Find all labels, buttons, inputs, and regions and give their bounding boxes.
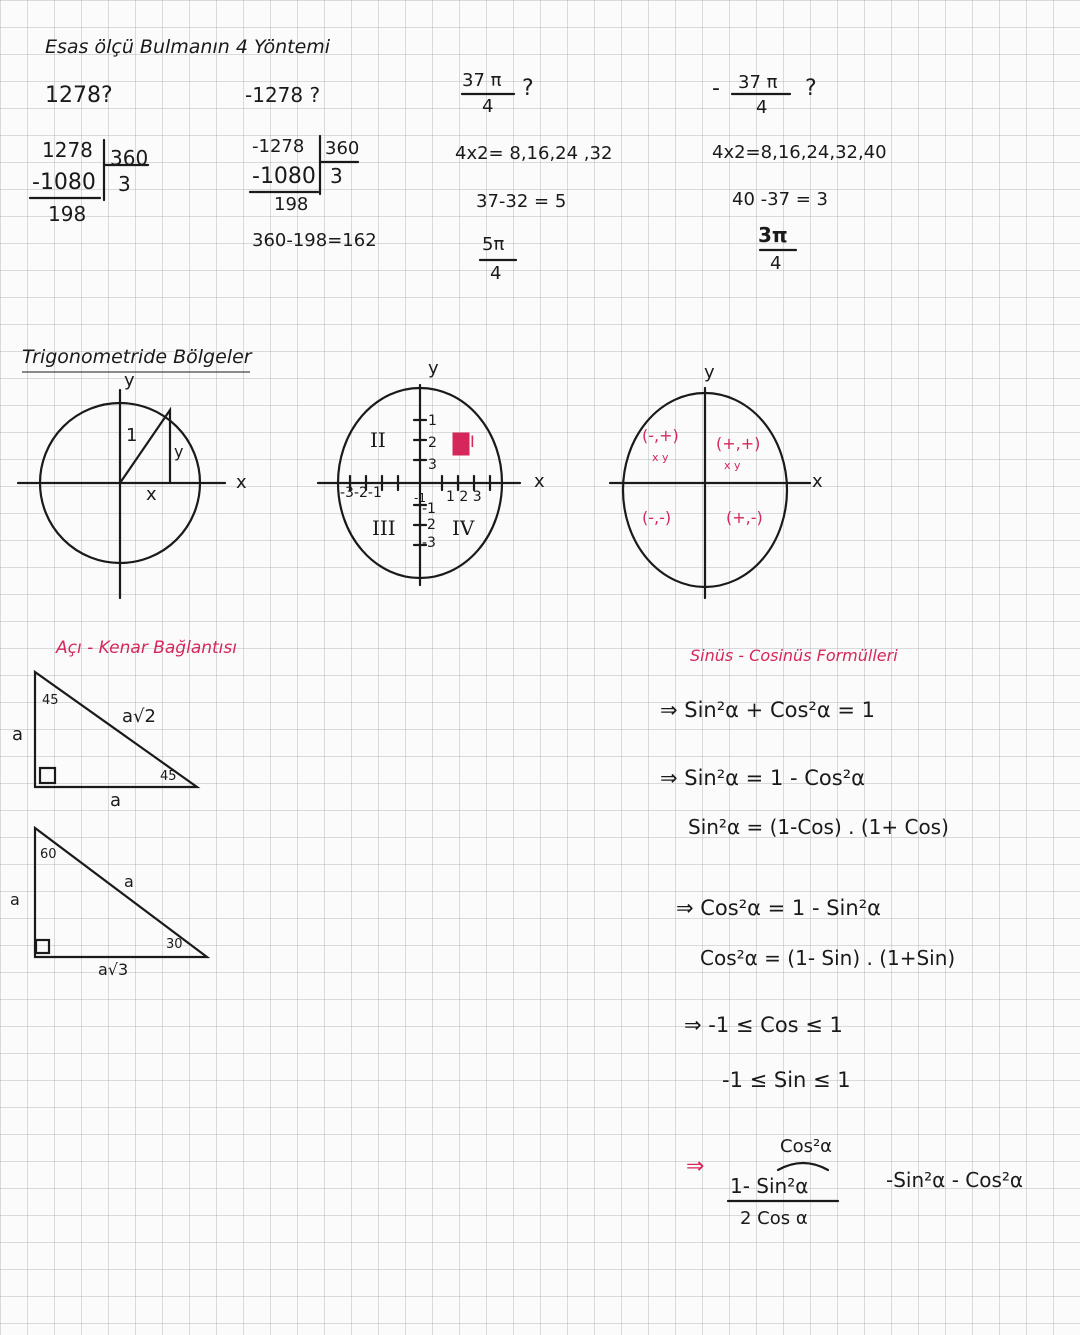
- radius-triangle-1: [120, 410, 170, 483]
- example1-quotient: 3: [118, 172, 131, 196]
- formula-8-arrow: ⇒: [686, 1154, 705, 1179]
- circle2-xticks-pos: 1 2 3: [446, 489, 482, 505]
- triangle1-hypotenuse: a√2: [122, 706, 156, 727]
- circle2-ytick-3: 3: [428, 457, 437, 473]
- circle2-xticks-neg: -3-2-1: [340, 485, 382, 501]
- circle1-hyp-label: 1: [126, 425, 138, 446]
- triangle2-bottom-side: a√3: [98, 960, 129, 979]
- formula-6: ⇒ -1 ≤ Cos ≤ 1: [684, 1013, 843, 1037]
- circle1-side-y: y: [174, 442, 184, 461]
- example4-q: ?: [805, 76, 817, 101]
- formula-8-top: Cos²α: [780, 1136, 833, 1157]
- example2-sub: -1080: [252, 164, 316, 189]
- circle1-x-label: x: [236, 472, 247, 493]
- circle3-quadrant-3: (-,-): [642, 508, 672, 527]
- example2-remainder: 198: [274, 194, 309, 215]
- example2-calc: 360-198=162: [252, 230, 377, 251]
- circle2-quadrant-4: IV: [452, 516, 475, 540]
- triangle1-angle-top: 45: [42, 693, 59, 708]
- formula-8-numerator: 1- Sin²α: [730, 1174, 809, 1198]
- circle2-ytick-m3: -3: [422, 535, 436, 551]
- example4-answer-numerator: 3π: [758, 223, 788, 247]
- example2-divisor: 360: [325, 138, 360, 159]
- triangle1-angle-right: 45: [160, 769, 177, 784]
- right-angle-2: [36, 940, 49, 953]
- circle1-side-x: x: [146, 484, 157, 505]
- circle3-x-label: x: [812, 471, 823, 492]
- formula-3: Sin²α = (1-Cos) . (1+ Cos): [688, 815, 949, 839]
- circle3-quadrant-2-sub: x y: [652, 451, 669, 464]
- example3-answer-denominator: 4: [490, 263, 502, 284]
- circle2-ytick-m2: -2: [422, 517, 436, 533]
- example3-line1: 4x2= 8,16,24 ,32: [455, 143, 613, 164]
- example1-question: 1278?: [45, 83, 113, 108]
- circle1-y-label: y: [124, 370, 135, 391]
- example3-numerator: 37 π: [462, 70, 502, 91]
- example4-answer-denominator: 4: [770, 253, 782, 274]
- formula-brace: [778, 1163, 828, 1170]
- circle2-quadrant-2: II: [370, 428, 386, 452]
- example3-denominator: 4: [482, 96, 494, 117]
- formula-7: -1 ≤ Sin ≤ 1: [722, 1068, 851, 1092]
- circle3-quadrant-1-sub: x y: [724, 459, 741, 472]
- section-title-bolgeler: Trigonometride Bölgeler: [22, 346, 252, 368]
- formula-8-side: -Sin²α - Cos²α: [886, 1168, 1024, 1192]
- circle3-quadrant-2: (-,+): [642, 426, 679, 445]
- formula-4: ⇒ Cos²α = 1 - Sin²α: [676, 896, 881, 920]
- circle2-ytick-m1: -1: [422, 501, 436, 517]
- example2-dividend: -1278: [252, 136, 305, 157]
- section-title-formuller: Sinüs - Cosinüs Formülleri: [690, 646, 898, 665]
- circle3-quadrant-1: (+,+): [716, 434, 761, 453]
- section-title-aci-kenar: Açı - Kenar Bağlantısı: [56, 638, 237, 658]
- circle2-quadrant-1: I: [470, 432, 475, 451]
- triangle2-angle-top: 60: [40, 847, 57, 862]
- axes-3: [610, 388, 810, 598]
- circle3-quadrant-4: (+,-): [726, 508, 763, 527]
- triangle2-hypotenuse: a: [124, 872, 134, 891]
- example1-divisor: 360: [110, 146, 149, 170]
- circle2-ytick-2: 2: [428, 435, 437, 451]
- axes-1: [18, 390, 225, 598]
- triangle1-left-side: a: [12, 724, 24, 745]
- section-title-esas-olcu: Esas ölçü Bulmanın 4 Yöntemi: [45, 36, 331, 58]
- triangle2-angle-right: 30: [166, 937, 183, 952]
- example4-minus: -: [712, 76, 720, 101]
- circle2-quadrant-3: III: [372, 516, 396, 540]
- example2-quotient: 3: [330, 164, 343, 188]
- formula-1: ⇒ Sin²α + Cos²α = 1: [660, 698, 875, 722]
- circle2-ytick-1: 1: [428, 413, 437, 429]
- example1-dividend: 1278: [42, 138, 93, 162]
- circle3-y-label: y: [704, 362, 715, 383]
- triangle2-left-side: a: [10, 890, 20, 909]
- circle2-x-label: x: [534, 471, 545, 492]
- example3-line2: 37-32 = 5: [476, 191, 567, 212]
- example1-remainder: 198: [48, 202, 87, 226]
- formula-8-denominator: 2 Cos α: [740, 1208, 808, 1229]
- example4-numerator: 37 π: [738, 72, 778, 93]
- example1-sub: -1080: [32, 170, 96, 195]
- example4-line1: 4x2=8,16,24,32,40: [712, 142, 887, 163]
- right-angle-1: [40, 768, 55, 783]
- quadrant-one-mark: [454, 434, 468, 454]
- example4-line2: 40 -37 = 3: [732, 189, 829, 210]
- formula-2: ⇒ Sin²α = 1 - Cos²α: [660, 766, 865, 790]
- formula-5: Cos²α = (1- Sin) . (1+Sin): [700, 946, 956, 970]
- circle2-y-label: y: [428, 358, 439, 379]
- example3-answer-numerator: 5π: [482, 234, 505, 255]
- circle2-xtick-zero: -1: [414, 491, 426, 505]
- triangle1-bottom-side: a: [110, 790, 122, 811]
- example4-denominator: 4: [756, 97, 768, 118]
- example3-q: ?: [522, 76, 534, 101]
- example2-question: -1278 ?: [245, 83, 321, 107]
